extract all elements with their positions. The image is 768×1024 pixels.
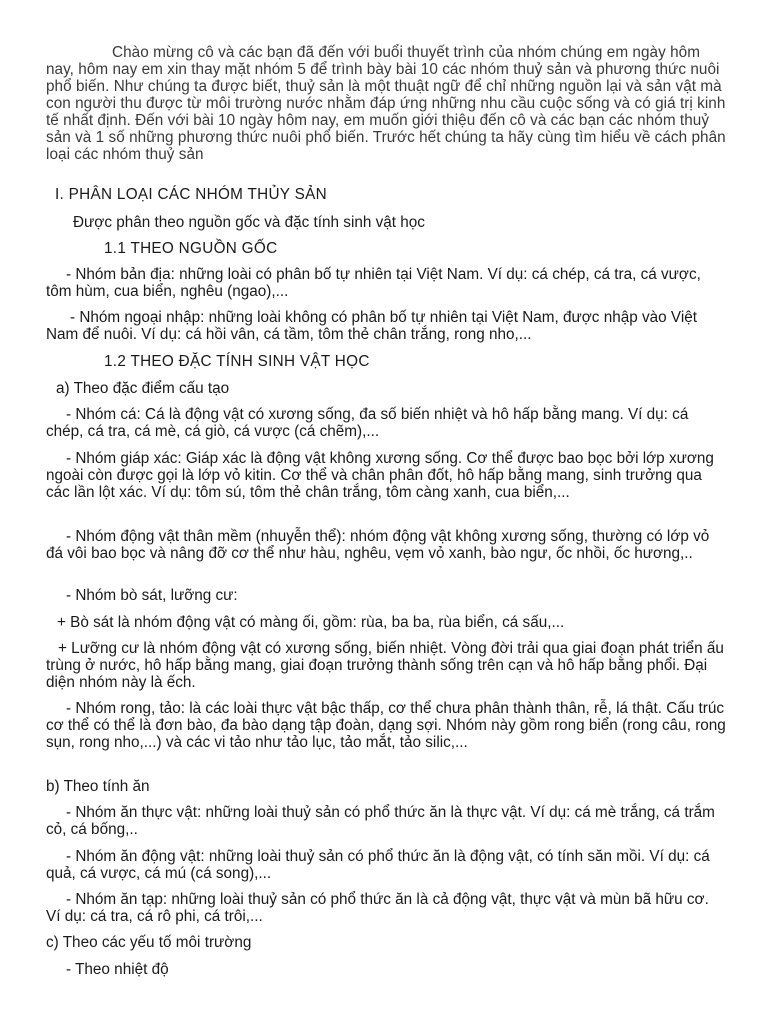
herbivore-group-paragraph: - Nhóm ăn thực vật: những loài thuỷ sản có phổ thức ăn là thực vật. Ví dụ: cá mè trắng, cá trắm cỏ, cá bống,..: [46, 804, 715, 838]
algae-group-paragraph: - Nhóm rong, tảo: là các loài thực vật bậc thấp, cơ thể chưa phân thành thân, rễ, lá thật. Cấu trúc cơ thể có thể là đơn bào, đa bào dạng tập đoàn, dạng sợi. Nhóm này gồm rong biển (rong câu, rong sụn, rong nho,...) và các vi tảo như tảo lục, tảo mắt, tảo silic,...: [46, 700, 726, 751]
reptile-amphibian-group: - Nhóm bò sát, lưỡng cư:: [66, 587, 238, 604]
mollusc-group-paragraph: - Nhóm động vật thân mềm (nhuyễn thể): nhóm động vật không xương sống, thường có lớp vỏ đá vôi bao bọc và nâng đỡ cơ thể như hàu, nghêu, vẹm vỏ xanh, bào ngư, ốc nhồi, ốc hương,..: [46, 528, 710, 562]
fish-group-paragraph: - Nhóm cá: Cá là động vật có xương sống, đa số biến nhiệt và hô hấp bằng mang. Ví dụ: cá chép, cá tra, cá mè, cá giò, cá vược (cá chẽm),...: [46, 406, 689, 440]
sub-1-2-heading: 1.2 THEO ĐẶC TÍNH SINH VẬT HỌC: [104, 353, 370, 370]
native-group-paragraph: - Nhóm bản địa: những loài có phân bố tự nhiên tại Việt Nam. Ví dụ: cá chép, cá tra, cá vược, tôm hùm, cua biển, nghêu (ngao),...: [46, 266, 701, 300]
b-heading: b) Theo tính ăn: [46, 778, 150, 795]
temperature-item: - Theo nhiệt độ: [66, 961, 169, 978]
c-heading: c) Theo các yếu tố môi trường: [46, 934, 252, 951]
carnivore-group-paragraph: - Nhóm ăn động vật: những loài thuỷ sản có phổ thức ăn là động vật, có tính săn mồi. Ví dụ: cá quả, cá vược, cá mú (cá song),...: [46, 848, 710, 882]
section-1-subtitle: Được phân theo nguồn gốc và đặc tính sinh vật học: [73, 214, 425, 231]
imported-group-paragraph: - Nhóm ngoại nhập: những loài không có phân bố tự nhiên tại Việt Nam, được nhập vào Việt Nam để nuôi. Ví dụ: cá hồi vân, cá tầm, tôm thẻ chân trắng, rong nho,...: [46, 309, 697, 343]
sub-1-1-heading: 1.1 THEO NGUỒN GỐC: [104, 240, 278, 257]
crustacean-group-paragraph: - Nhóm giáp xác: Giáp xác là động vật không xương sống. Cơ thể được bao bọc bởi lớp xương ngoài còn được gọi là lớp vỏ kitin. Cơ thể và chân phân đốt, hô hấp bằng mang, sinh trưởng qua các lần lột xác. Ví dụ: tôm sú, tôm thẻ chân trắng, tôm càng xanh, cua biển,...: [46, 450, 714, 501]
a-heading: a) Theo đặc điểm cấu tạo: [56, 380, 230, 397]
reptile-item: + Bò sát là nhóm động vật có màng ối, gồm: rùa, ba ba, rùa biển, cá sấu,...: [57, 614, 565, 631]
section-1-heading: I. PHÂN LOẠI CÁC NHÓM THỦY SẢN: [55, 186, 327, 203]
omnivore-group-paragraph: - Nhóm ăn tạp: những loài thuỷ sản có phổ thức ăn là cả động vật, thực vật và mùn bã hữu cơ. Ví dụ: cá tra, cá rô phi, cá trôi,...: [46, 891, 709, 925]
amphibian-item: + Lưỡng cư là nhóm động vật có xương sống, biến nhiệt. Vòng đời trải qua giai đoạn phát triển ấu trùng ở nước, hô hấp bằng mang, giai đoạn trưởng thành sống trên cạn và hô hấp bằng phổi. Đại diện nhóm này là ếch.: [46, 640, 724, 691]
intro-paragraph: Chào mừng cô và các bạn đã đến với buổi thuyết trình của nhóm chúng em ngày hôm nay, hôm nay em xin thay mặt nhóm 5 để trình bày bài 10 các nhóm thuỷ sản và phương thức nuôi phổ biến. Như chúng ta được biết, thuỷ sản là một thuật ngữ để chỉ những nguồn lại và sản vật mà con người thu được từ môi trường nước nhằm đáp ứng những nhu cầu cuộc sống và có giá trị kinh tế nhất định. Đến với bài 10 ngày hôm nay, em muốn giới thiệu đến cô và các bạn các nhóm thuỷ sản và 1 số những phương thức nuôi phổ biến. Trước hết chúng ta hãy cùng tìm hiểu về cách phân loại các nhóm thuỷ sản: [46, 44, 726, 163]
